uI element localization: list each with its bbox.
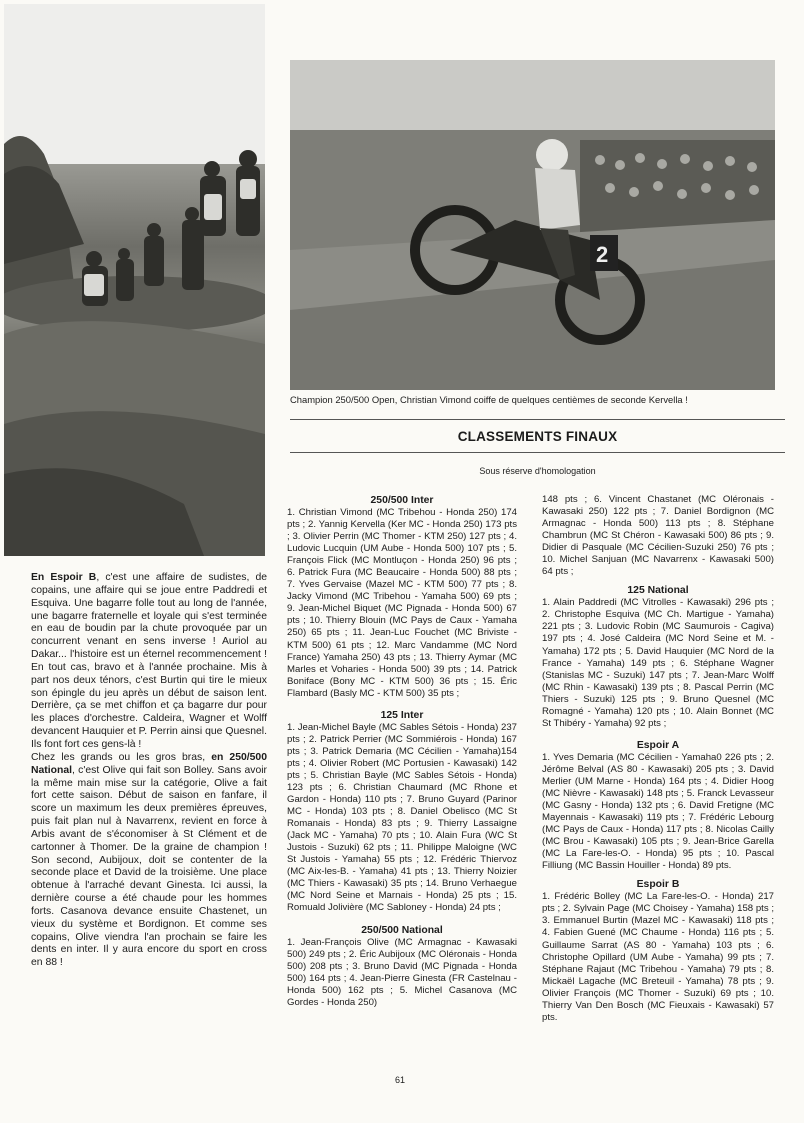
rider-photo (290, 60, 775, 390)
section-title-125-inter: 125 Inter (380, 709, 424, 721)
svg-text:2: 2 (596, 242, 609, 267)
story-lead-1: En Espoir B (31, 572, 97, 583)
story-text-2: , c'est Olive qui fait son Bolley. Sans avoir la même main mise sur la catégorie, Olive a fait fort cette saison. Début de saison en fanfare, il score un maximum les deux premières épreuves, puis fait plan nul à Navarrenx, revient en force à Arbis avant de s'économiser à St Clément et de cartonner à Thomer. De la graine de champion ! Son second, Aubijoux, doit se contenter de la seconde place et David de la troisième. Une place obtenue à l'arraché devant Ginesta. Ici aussi, la dernière course a été chaude pour les hommes forts. Casanova devance ensuite Chastenet, un vieux du système et Bordignon. Et comme ses copains, Olive viendra l'an prochain se faire les dents en inter. Il y aura encore du sport en cross en 88 ! (31, 764, 267, 969)
results-125-national: 1. Alain Paddredi (MC Vitrolles - Kawasaki) 296 pts ; 2. Christophe Esquiva (MC Ch. Martigue - Yamaha) 221 pts ; 3. Ludovic Robin (MC Saumurois - Cagiva) 197 pts ; 4. José Caldeira (MC Nord Seine et M. - Yamaha) 172 pts ; 5. David Hauquier (MC Nord de la France - Yamaha) 149 pts ; 6. Stéphane Wagner (Stanislas MC - Suzuki) 147 pts ; 7. Jean-Marc Wolff (MC Rhin - Kawasaki) 139 pts ; 8. Pascal Perrin (MC Thiers - Suzuki) 125 pts ; 9. Bruno Quesnel (MC Romagné - Yamaha) 120 pts ; 10. Alain Bonnet (MC St Thibéry - Yamaha) 92 pts ; (542, 597, 774, 729)
section-title-espoir-b: Espoir B (636, 879, 680, 891)
heading-rule-bottom (290, 452, 785, 453)
results-250-500-national-continued: 148 pts ; 6. Vincent Chastanet (MC Oléronais - Kawasaki 250) 122 pts ; 7. Daniel Bordignon (MC Armagnac - Honda 500) 113 pts ; 8. Stéphane Chambrun (MC St Chéron - Kawasaki 500) 86 pts ; 9. Didier di Pasquale (MC Cécilien-Suzuki 250) 76 pts ; 10. Michel Sanjuan (MC Navarrenx - Kawasaki 500) 64 pts ; (542, 494, 774, 578)
rider-illustration (290, 60, 775, 390)
photo-caption: Champion 250/500 Open, Christian Vimond coiffe de quelques centièmes de seconde Kervella ! (290, 394, 688, 405)
heading-rule-top (290, 419, 785, 420)
story-lead-2: en 250/500 National (31, 751, 267, 776)
story-paragraph-1 (31, 572, 267, 752)
section-title-espoir-a: Espoir A (636, 739, 680, 751)
homologation-note: Sous réserve d'homologation (479, 466, 596, 476)
results-column-2 (542, 494, 774, 1024)
section-title-250-500-national: 250/500 National (361, 924, 443, 936)
spectators-photo (4, 4, 265, 556)
page-number: 61 (395, 1075, 406, 1085)
story-paragraph-2 (31, 752, 267, 970)
story-pre-2: Chez les grands ou les gros bras, (31, 751, 212, 763)
results-250-500-inter: 1. Christian Vimond (MC Tribehou - Honda 250) 174 pts ; 2. Yannig Kervella (Ker MC - Honda 250) 173 pts ; 3. Olivier Perrin (MC Thomer - KTM 250) 127 pts ; 4. Ludovic Lucquin (UM Aube - Honda 500) 107 pts ; 5. François Flick (MC Montluçon - Honda 250) 96 pts ; 6. Patrick Fura (MC Beaucaire - Honda 500) 88 pts ; 7. Yves Gervaise (Mazel MC - KTM 500) 77 pts ; 8. Jacky Vimond (MC Tribehou - Yamaha 500) 69 pts ; 9. Jean-Michel Biquet (MC Pignada - Honda 500) 67 pts ; 10. Thierry Blouin (MC Pays de Caux - Yamaha 250) 65 pts ; 11. Jean-Luc Fouchet (MC Briviste - KTM 500) 61 pts ; 12. Marc Vandamme (MC Nord France) Yamaha 250) 43 pts ; 13. Thierry Aymar (MC Marles et Voharies - Honda 500) 39 pts ; 14. Patrick Boniface (Bony MC - KTM 500) 36 pts ; 15. Éric Flambard (Basly MC - KTM 500) 35 pts ; (287, 507, 517, 699)
results-espoir-b: 1. Frédéric Bolley (MC La Fare-les-O. - Honda) 217 pts ; 2. Sylvain Page (MC Choisey - Yamaha) 158 pts ; 3. Emmanuel Burtin (Mazel MC - Kawasaki) 118 pts ; 4. Fabien Guené (MC Chaume - Honda) 116 pts ; 5. Guillaume Sarrat (AS 80 - Yamaha) 103 pts ; 6. Christophe Opillard (UM Aube - Yamaha) 99 pts ; 7. Stéphane Rajaut (MC Tribehou - Yamaha) 79 pts ; 8. Mickaël Lagache (MC Breteuil - Yamaha) 78 pts ; 9. Olivier François (MC Thomer - Suzuki) 69 pts ; 10. Thierry Van Den Bosch (MC Fieuxais - Kawasaki) 57 pts. (542, 891, 774, 1023)
page-heading: CLASSEMENTS FINAUX (457, 429, 618, 444)
results-column-1 (287, 494, 517, 1009)
article-story (31, 572, 267, 970)
results-125-inter: 1. Jean-Michel Bayle (MC Sables Sétois - Honda) 237 pts ; 2. Patrick Perrier (MC Sommiérois - Honda) 167 pts ; 3. Patrick Demaria (MC Cécilien - Yamaha)154 pts ; 4. Olivier Robert (MC Portusien - Kawasaki) 142 pts ; 5. Christian Bayle (MC Sables Sétois - Honda) 123 pts ; 6. Christian Chaumard (MC Rhone et Gardon - Honda) 110 pts ; 7. Bruno Guyard (Parinor MC - Honda) 103 pts ; 8. Daniel Obelisco (MC St Romanais - Honda) 83 pts ; 9. Thierry Lassaigne (Jack MC - Yamaha) 70 pts ; 10. Alain Fura (WC St Justois - Suzuki) 62 pts ; 11. Philippe Maloigne (WC St Justois - Yamaha) 55 pts ; 12. Frédéric Thiervoz (MC Aix-les-B. - Yamaha) 41 pts ; 13. Thierry Noizier (MC Thiers - Kawasaki) 35 pts ; 14. Bruno Verhaegue (MC Nord Seine et Marnais - Honda) 25 pts ; 15. Romuald Jolivière (MC Sabloney - Honda) 24 pts ; (287, 721, 517, 914)
spectators-illustration (4, 4, 265, 556)
section-title-125-national: 125 National (627, 585, 689, 597)
results-espoir-a: 1. Yves Demaria (MC Cécilien - Yamaha0 226 pts ; 2. Jérôme Belval (AS 80 - Kawasaki) 205 pts ; 3. David Merlier (UM Marne - Honda) 164 pts ; 4. Didier Hoog (MC Nièvre - Kawasaki) 148 pts ; 5. Franck Levasseur (MC Gasny - Honda) 132 pts ; 6. David Fretigne (MC Mayennais - Kawasaki) 119 pts ; 7. Frédéric Lebourg (MC Pays de Caux - Honda) 117 pts ; 8. Nicolas Cailly (MC Brou - Kawasaki) 105 pts ; 9. Jean-Brice Garella (MC La Fare-les-O. - Honda) 95 pts ; 10. Pascal Filliung (MC Bassin Houiller - Honda) 89 pts. (542, 751, 774, 872)
section-title-250-500-inter: 250/500 Inter (370, 495, 434, 506)
results-250-500-national: 1. Jean-François Olive (MC Armagnac - Kawasaki 500) 249 pts ; 2. Éric Aubijoux (MC Oléronais - Honda 500) 208 pts ; 3. Bruno David (MC Pignada - Honda 500) 164 pts ; 4. Jean-Pierre Ginesta (FR Castelnau - Honda 500) 162 pts ; 5. Michel Casanova (MC Gordes - Honda 250) (287, 936, 517, 1008)
story-text-1: , c'est une affaire de sudistes, de copains, une affaire qui se joue entre Paddredi et Esquiva. Une bagarre folle tout au long de l'année, une bagarre fraternelle et loyale qui s'est terminée en eau de boudin par la chute provoquée par un concurrent venant en sens inverse ! Auriol au Dakar... l'histoire est un éternel recommencement ! En tout cas, bravo et à l'année prochaine. Mis à part nos deux ténors, c'est Burtin qui tire le mieux son épingle du jeu après un début de saison lent. Derrière, ça se met chiffon et ça bagarre dur pour les places d'orchestre. Caldeira, Wagner et Wolff devancent Hauquier et P. Perrin ainsi que Quesnel. Ils font fort ces gens-là ! (31, 572, 268, 750)
